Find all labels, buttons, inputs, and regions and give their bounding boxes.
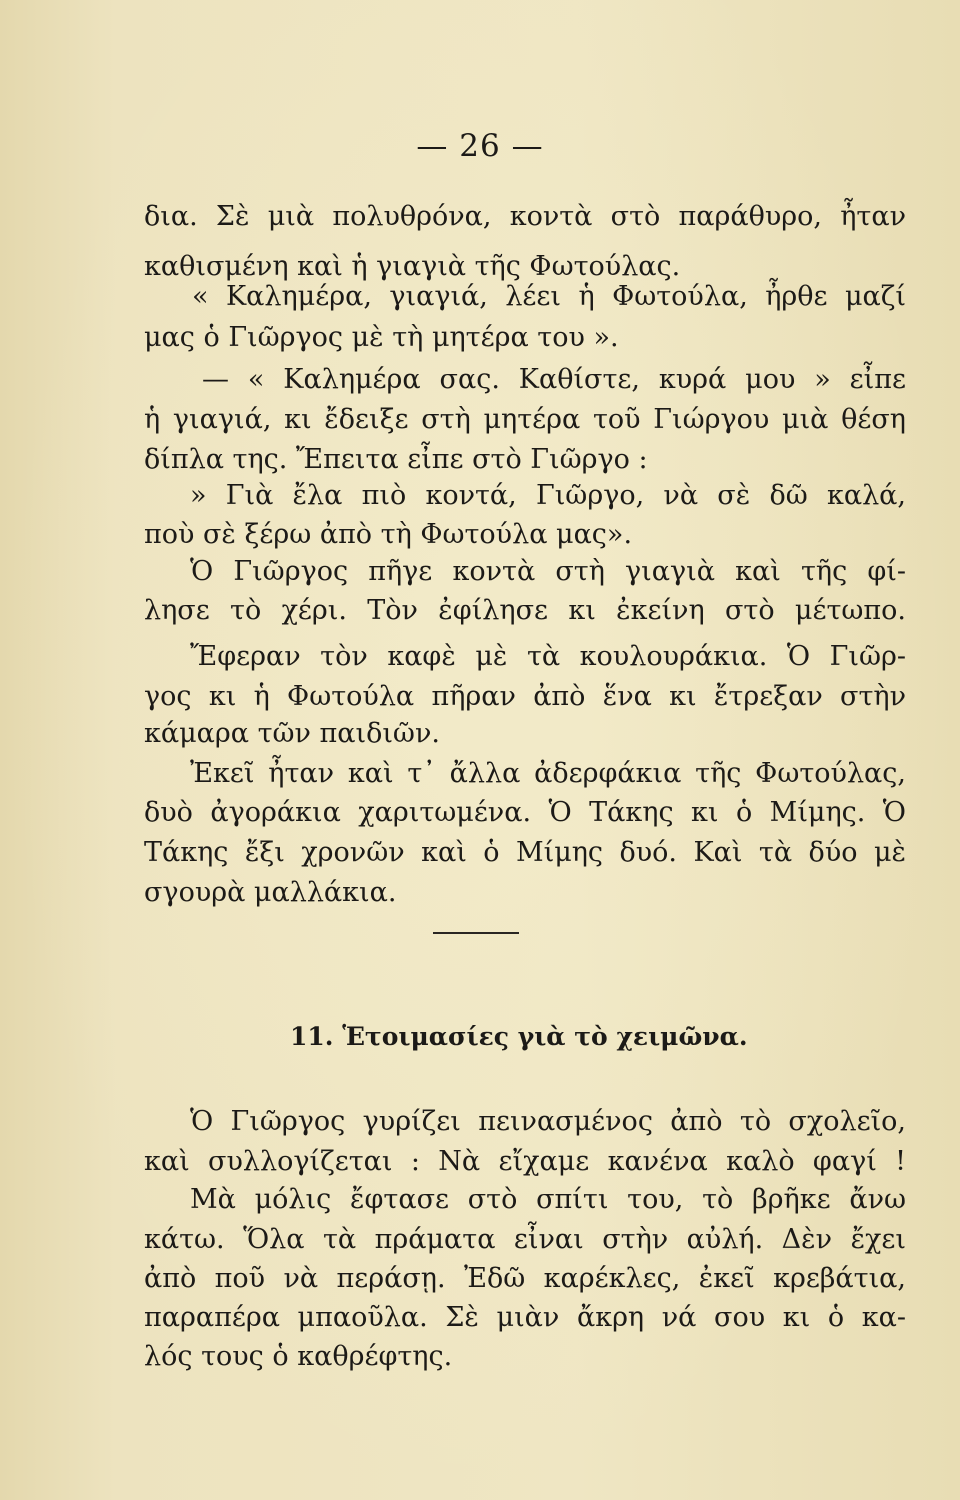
text-line: καὶ συλλογίζεται : Νὰ εἴχαμε κανένα καλὸ φαγί ! <box>144 1146 906 1177</box>
text-line: λός τους ὁ καθρέφτης. <box>144 1341 453 1372</box>
page-number: — 26 — <box>416 128 544 164</box>
text-line: παραπέρα μπαοῦλα. Σὲ μιὰν ἄκρη νά σου κι ὁ κα- <box>144 1302 906 1333</box>
text-line: λησε τὸ χέρι. Τὸν ἐφίλησε κι ἐκείνη στὸ μέτωπο. <box>144 595 906 626</box>
text-line: καθισμένη καὶ ἡ γιαγιὰ τῆς Φωτούλας. <box>144 251 681 282</box>
text-line: Ὁ Γιῶργος γυρίζει πεινασμένος ἀπὸ τὸ σχολεῖο, <box>190 1106 906 1137</box>
text-line: ἡ γιαγιά, κι ἔδειξε στὴ μητέρα τοῦ Γιώργου μιὰ θέση <box>144 404 906 435</box>
text-line: κάμαρα τῶν παιδιῶν. <box>144 718 440 749</box>
text-line: — « Καλημέρα σας. Καθίστε, κυρά μου » εἶπε <box>202 364 906 395</box>
text-line: Ἐκεῖ ἦταν καὶ τ᾽ ἄλλα ἀδερφάκια τῆς Φωτούλας, <box>190 758 906 789</box>
text-line: Μὰ μόλις ἔφτασε στὸ σπίτι του, τὸ βρῆκε ἄνω <box>190 1184 906 1215</box>
section-divider <box>433 932 519 934</box>
text-line: σγουρὰ μαλλάκια. <box>144 877 397 908</box>
text-line: δίπλα της. Ἔπειτα εἶπε στὸ Γιῶργο : <box>144 444 648 475</box>
text-line: « Καλημέρα, γιαγιά, λέει ἡ Φωτούλα, ἦρθε μαζί <box>192 281 906 312</box>
text-line: Ἔφεραν τὸν καφὲ μὲ τὰ κουλουράκια. Ὁ Γιῶρ- <box>190 641 906 672</box>
text-line: δυὸ ἀγοράκια χαριτωμένα. Ὁ Τάκης κι ὁ Μίμης. Ὁ <box>144 797 906 828</box>
text-line: μας ὁ Γιῶργος μὲ τὴ μητέρα του ». <box>144 322 619 353</box>
text-line: ποὺ σὲ ξέρω ἀπὸ τὴ Φωτούλα μας». <box>144 519 633 550</box>
text-line: δια. Σὲ μιὰ πολυθρόνα, κοντὰ στὸ παράθυρο, ἦταν <box>144 201 906 232</box>
text-line: Ὁ Γιῶργος πῆγε κοντὰ στὴ γιαγιὰ καὶ τῆς φί- <box>190 556 906 587</box>
text-line: » Γιὰ ἔλα πιὸ κοντά, Γιῶργο, νὰ σὲ δῶ καλά, <box>190 480 906 511</box>
section-heading: 11. Ἑτοιμασίες γιὰ τὸ χειμῶνα. <box>290 1022 748 1051</box>
text-line: γος κι ἡ Φωτούλα πῆραν ἀπὸ ἕνα κι ἔτρεξαν στὴν <box>144 681 906 712</box>
text-line: κάτω. Ὅλα τὰ πράματα εἶναι στὴν αὐλή. Δὲν ἔχει <box>144 1224 906 1255</box>
text-line: Τάκης ἔξι χρονῶν καὶ ὁ Μίμης δυό. Καὶ τὰ δύο μὲ <box>144 837 906 868</box>
text-line: ἀπὸ ποῦ νὰ περάσῃ. Ἐδῶ καρέκλες, ἐκεῖ κρεβάτια, <box>144 1263 906 1294</box>
